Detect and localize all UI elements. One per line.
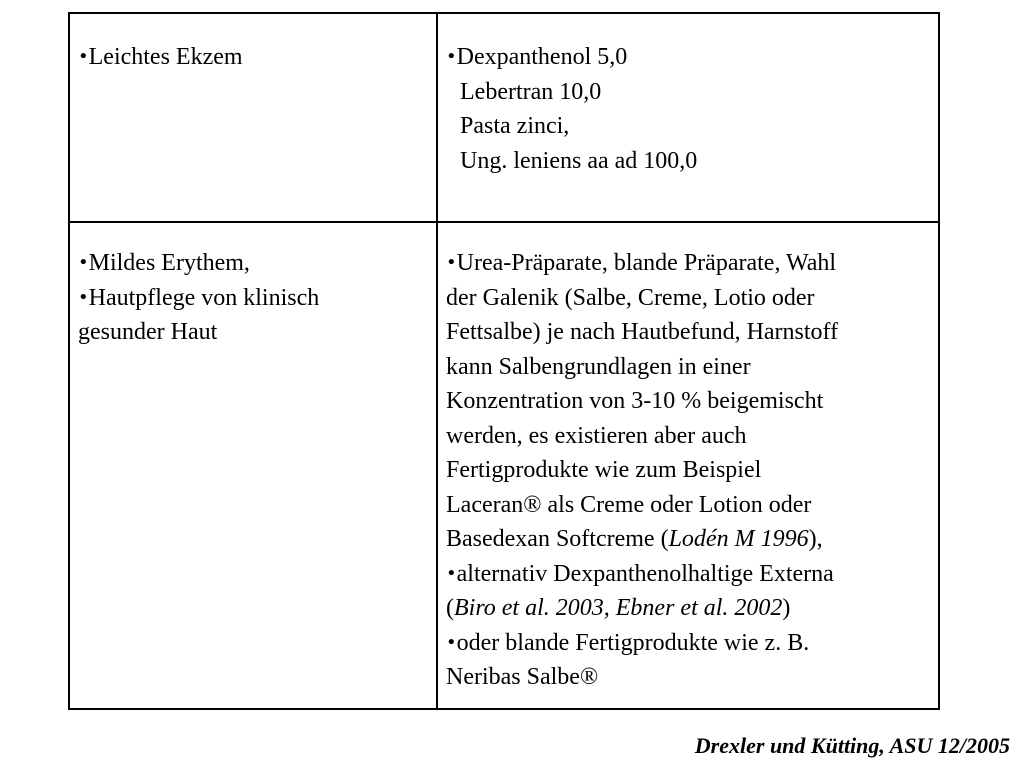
diagnosis-item: •Leichtes Ekzem bbox=[78, 40, 243, 75]
cell-diagnosis-1 bbox=[78, 40, 243, 75]
citation: Biro et al. 2003, Ebner et al. 2002 bbox=[454, 595, 783, 621]
row-divider bbox=[70, 221, 938, 223]
recipe-row bbox=[446, 75, 886, 110]
text-line: (Biro et al. 2003, Ebner et al. 2002) bbox=[446, 595, 791, 621]
source-caption: Drexler und Kütting, ASU 12/2005 bbox=[694, 733, 1010, 758]
cell-recommendation-2 bbox=[446, 246, 838, 695]
bullet-icon: • bbox=[446, 562, 457, 584]
text-line: •Urea-Präparate, blande Präparate, Wahl bbox=[446, 246, 838, 281]
ingredient-name: Pasta zinci, bbox=[460, 113, 570, 139]
column-divider bbox=[436, 14, 438, 708]
ingredient-amount: 5,0 bbox=[597, 44, 628, 70]
ingredient-amount: aa ad 100,0 bbox=[587, 147, 698, 174]
ingredient-name: Lebertran bbox=[460, 78, 554, 105]
cell-recipe-1 bbox=[446, 40, 886, 178]
text-line: Basedexan Softcreme (Lodén M 1996), bbox=[446, 526, 823, 552]
text-line: werden, es existieren aber auch bbox=[446, 422, 747, 449]
text-line: Neribas Salbe® bbox=[446, 664, 599, 690]
text-line: •alternativ Dexpanthenolhaltige Externa bbox=[446, 557, 838, 592]
text-line: Fertigprodukte wie zum Beispiel bbox=[446, 457, 762, 483]
text-line: Fettsalbe) je nach Hautbefund, Harnstoff bbox=[446, 319, 839, 345]
bullet-icon: • bbox=[78, 286, 89, 308]
citation: Lodén M 1996 bbox=[668, 526, 809, 552]
cell-diagnosis-2 bbox=[78, 246, 319, 350]
text-line: Konzentration von 3-10 % beigemischt bbox=[446, 388, 824, 414]
diagnosis-item-continued: gesunder Haut bbox=[78, 319, 218, 345]
bullet-icon: • bbox=[446, 631, 457, 653]
text-line: Laceran® als Creme oder Lotion oder bbox=[446, 491, 812, 518]
text-line: kann Salbengrundlagen in einer bbox=[446, 353, 751, 380]
recipe-row bbox=[446, 40, 886, 75]
ingredient-name: Ung. leniens bbox=[460, 147, 582, 174]
text-line: der Galenik (Salbe, Creme, Lotio oder bbox=[446, 284, 815, 311]
bullet-icon: • bbox=[446, 46, 457, 67]
ingredient-name: Dexpanthenol bbox=[456, 44, 592, 70]
bullet-icon: • bbox=[78, 46, 89, 67]
diagnosis-item: •Hautpflege von klinisch bbox=[78, 281, 319, 316]
recipe-row bbox=[446, 109, 886, 144]
diagnosis-item: •Mildes Erythem, bbox=[78, 246, 319, 281]
bullet-icon: • bbox=[446, 252, 457, 273]
bullet-icon: • bbox=[78, 252, 89, 273]
recipe-row bbox=[446, 144, 886, 179]
text-line: •oder blande Fertigprodukte wie z. B. bbox=[446, 626, 838, 661]
ingredient-amount: 10,0 bbox=[559, 78, 602, 105]
